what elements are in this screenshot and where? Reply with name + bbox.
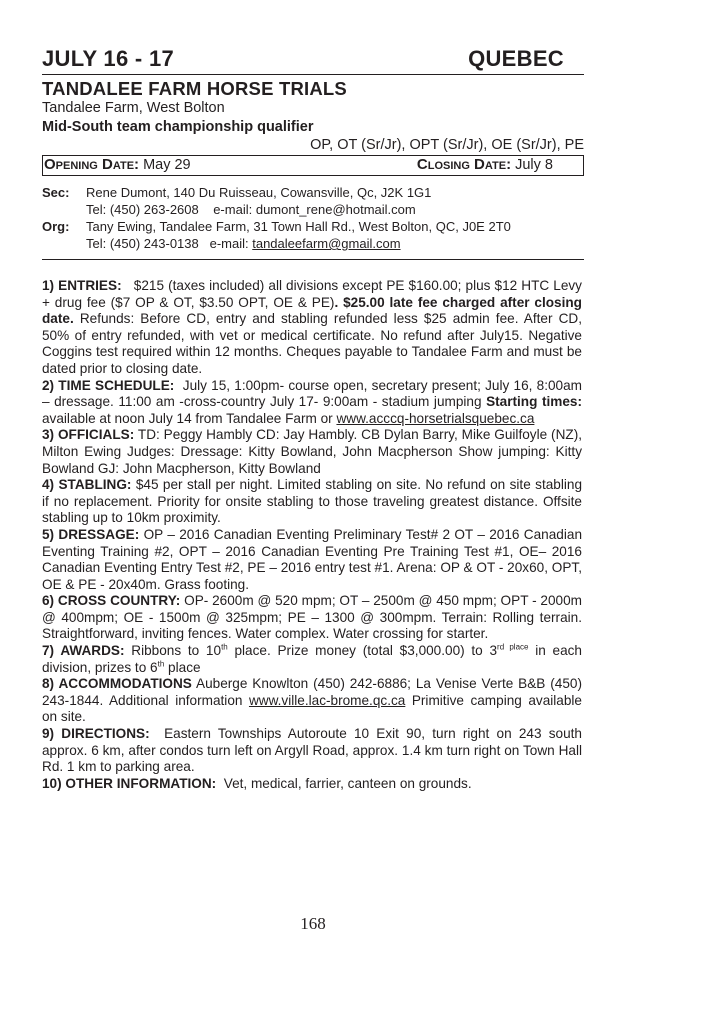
section-text: Primitive camping available on site. [42, 692, 582, 725]
secretary-email: dumont_rene@hotmail.com [255, 202, 416, 217]
section-heading: 3) OFFICIALS: [42, 427, 135, 443]
event-region: QUEBEC [468, 46, 564, 71]
closing-date [417, 156, 553, 173]
section-text: available at noon July 14 from Tandalee Farm or [42, 410, 337, 426]
section-dressage [42, 527, 582, 593]
secretary-contact [42, 184, 584, 218]
ordinal-suffix: rd place [497, 642, 529, 652]
section-heading: 9) DIRECTIONS: [42, 726, 150, 742]
section-text: in each division, prizes to 6 [42, 643, 582, 675]
event-date-range: JULY 16 - 17 [42, 46, 175, 71]
section-heading: 6) CROSS COUNTRY: [42, 593, 181, 609]
section-heading: 8) ACCOMMODATIONS [42, 676, 192, 692]
section-text: OP – 2016 Canadian Eventing Preliminary Test# 2 OT – 2016 Canadian Eventing Training #2, OPT – 2016 Canadian Eventing Pre Training Test #1, OE– 2016 Canadian Eventing Entry Test #2, PE – 2016 entry test #1. Arena: OP & OT - 20x60, OPT, OE & PE - 20x40m. Grass footing. [42, 526, 582, 592]
secretary-role: Sec: [42, 185, 70, 200]
secretary-phone-email [86, 201, 584, 218]
contacts [42, 184, 584, 252]
section-text: Vet, medical, farrier, canteen on grounds. [223, 775, 472, 791]
organizer-email-prefix: e-mail: [209, 236, 249, 251]
opening-date-value: May 29 [143, 157, 191, 173]
secretary-phone: Tel: (450) 263-2608 [86, 202, 199, 217]
section-text: $215 (taxes included) all divisions except PE $160.00; plus $12 HTC Levy + drug fee ($7 OP & OT, $3.50 OPT, OE & PE) [42, 278, 582, 310]
section-text: OP- 2600m @ 520 mpm; OT – 2500m @ 450 mpm; OPT - 2000m @ 400mpm; OE - 1500m @ 325mpm; PE – 1300 @ 300mpm. Terrain: Rolling terrain. Straightforward, inviting fences. Water complex. Water crossing for starter. [42, 593, 582, 642]
section-directions [42, 726, 582, 776]
section-text: Refunds: Before CD, entry and stabling refunded less $25 admin fee. After CD, 50% of entry refunded, with vet or medical certificate. No refund after July15. Negative Coggins test required within 12 months. Cheques payable to Tandalee Farm and must be dated prior to closing date. [42, 311, 582, 376]
section-text: Auberge Knowlton (450) 242-6886; La Venise Verte B&B (450) 243-1844. Additional information [42, 676, 582, 708]
opening-date [44, 156, 191, 173]
starting-times-label: Starting times: [486, 394, 582, 410]
section-text: TD: Peggy Hambly CD: Jay Hambly. CB Dylan Barry, Mike Guilfoyle (NZ), Milton Ewing Judges: Dressage: Kitty Bowland, John Macpherson Show jumping: Kitty Bowland GJ: John Macpherson, Kitty Bowland [42, 427, 582, 476]
event-venue: Tandalee Farm, West Bolton [42, 100, 225, 116]
section-heading: 7) AWARDS: [42, 643, 125, 659]
late-fee-notice: . $25.00 late fee charged after closing date. [42, 294, 582, 327]
organizer-phone-email [86, 235, 584, 252]
section-cross-country [42, 593, 582, 643]
section-text: Eastern Townships Autoroute 10 Exit 90, turn right on 243 south approx. 6 km, after condos turn left on Argyll Road, approx. 1.4 km turn right on Town Hall Rd. 1 km to parking area. [42, 726, 582, 775]
secretary-address: Rene Dumont, 140 Du Ruisseau, Cowansville, Qc, J2K 1G1 [86, 185, 432, 200]
organizer-phone: Tel: (450) 243-0138 [86, 236, 199, 251]
organizer-email-link[interactable]: tandaleefarm@gmail.com [252, 236, 401, 251]
closing-date-value: July 8 [515, 157, 553, 173]
event-title: TANDALEE FARM HORSE TRIALS [42, 78, 347, 99]
section-awards [42, 643, 582, 676]
section-officials [42, 427, 582, 477]
section-entries [42, 278, 582, 378]
opening-date-label: Opening Date: [44, 156, 140, 173]
organizer-address: Tany Ewing, Tandalee Farm, 31 Town Hall Rd., West Bolton, QC, J0E 2T0 [86, 219, 511, 234]
organizer-contact [42, 218, 584, 252]
divider [42, 259, 584, 260]
section-time-schedule [42, 378, 582, 428]
event-details [42, 278, 582, 792]
section-heading: 5) DRESSAGE: [42, 526, 140, 542]
horsetrials-website-link[interactable]: www.acccq-horsetrialsquebec.ca [336, 410, 535, 426]
section-heading: 10) OTHER INFORMATION: [42, 775, 217, 791]
section-heading: 4) STABLING: [42, 477, 132, 493]
page-header [42, 46, 584, 75]
section-stabling [42, 477, 582, 527]
section-heading: 1) ENTRIES: [42, 278, 122, 293]
section-text: Ribbons to 10 [131, 643, 222, 659]
event-divisions: OP, OT (Sr/Jr), OPT (Sr/Jr), OE (Sr/Jr), PE [310, 137, 584, 153]
dates-box [42, 155, 584, 176]
secretary-email-prefix: e-mail: [213, 202, 253, 217]
section-heading: 2) TIME SCHEDULE: [42, 377, 175, 393]
section-other-information [42, 776, 582, 793]
lac-brome-website-link[interactable]: www.ville.lac-brome.qc.ca [248, 692, 406, 708]
section-text: July 15, 1:00pm- course open, secretary present; July 16, 8:00am – dressage. 11:00 am -cross-country July 17- 9:00am - stadium jumping [42, 377, 582, 410]
section-text: place [164, 659, 201, 675]
section-accommodations [42, 676, 582, 726]
ordinal-suffix: th [157, 659, 165, 669]
section-text: place. Prize money (total $3,000.00) to 3 [227, 643, 498, 659]
page-number: 168 [300, 914, 326, 933]
ordinal-suffix: th [221, 642, 228, 652]
organizer-role: Org: [42, 219, 70, 234]
closing-date-label: Closing Date: [416, 156, 512, 173]
event-qualifier: Mid-South team championship qualifier [42, 119, 314, 135]
section-text: $45 per stall per night. Limited stabling on site. No refund on site stabling if no replacement. Priority for onsite stabling to those traveling greatest distance. Offsite stabling up to 10km proximity. [42, 477, 583, 526]
